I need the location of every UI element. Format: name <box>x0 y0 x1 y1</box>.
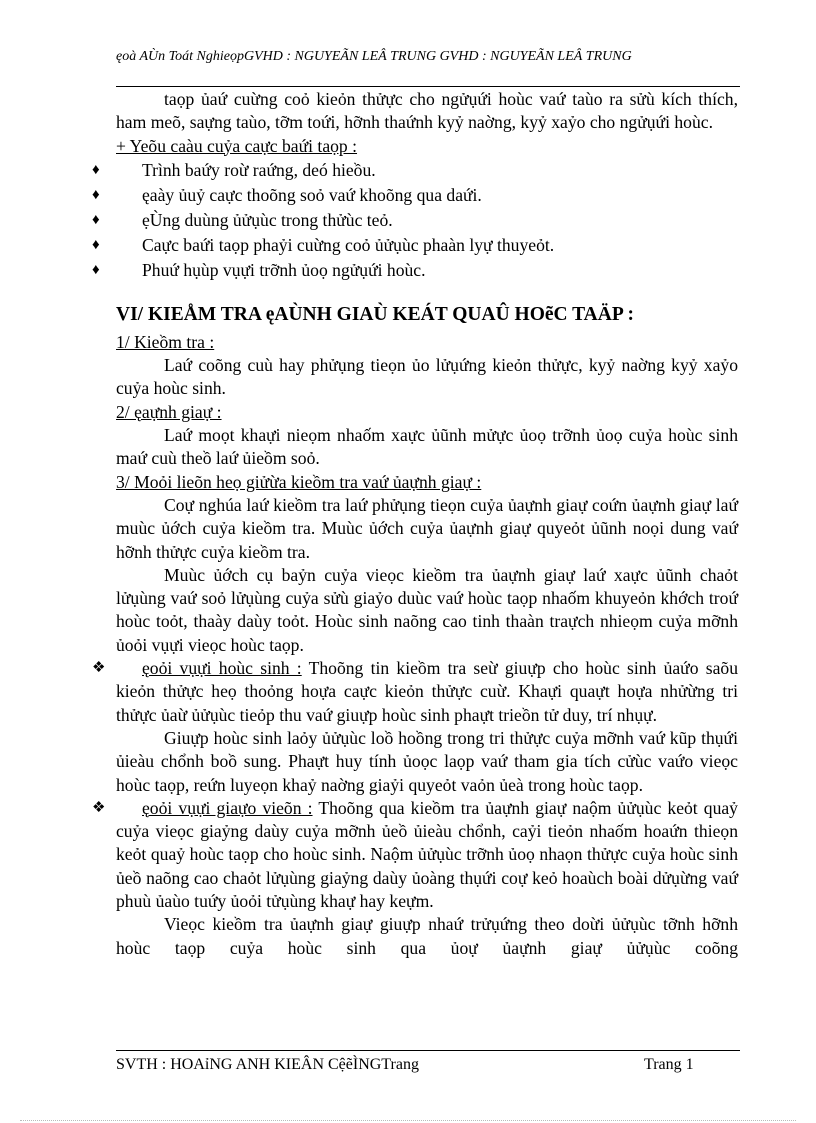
list-item-title: ęoỏi vụựi hoùc sinh : <box>142 658 302 679</box>
paragraph: Laứ moọt khaựi nieọm nhaốm xaực ủũnh mửực ủoọ trỡnh ủoọ cuỷa hoùc sinh maứ cuù theồ laứ ủieồm soỏ. <box>116 425 738 469</box>
paragraph: Giuựp hoùc sinh laỏy ủửụùc loồ hoồng trong tri thửực cuỷa mỡnh vaứ kũp thụứi ủieàu chổnh boồ sung. Phaựt huy tính ủoọc laọp vaứ tham gia tích cửùc vaứo vieọc hoùc taọp, reứn luyeọn khaỷ naờng giaỷi quyeỏt vaỏn ủeà trong hoùc taọp. <box>116 727 738 795</box>
subsection-title-text: 3/ Moỏi lieõn heọ giửừa kieồm tra vaứ ủaựnh giaự : <box>116 471 482 492</box>
diamond-bullet-icon: ♦ <box>92 261 100 278</box>
list-item-text: Phuứ hụùp vụựi trỡnh ủoọ ngửụứi hoùc. <box>142 259 426 280</box>
paragraph: Coự nghúa laứ kieồm tra laứ phửụng tieọn cuỷa ủaựnh giaự coứn ủaựnh giaự laứ muùc ủớch cuỷa kieồm tra. Muùc ủớch cuỷa ủaựnh giaự quyeỏt ủũnh noọi dung vaứ hỡnh thửực cuỷa kieồm tra. <box>116 494 738 562</box>
diamond-bullet-icon: ♦ <box>92 211 100 228</box>
four-diamond-bullet-icon: ❖ <box>92 660 106 677</box>
subsection-title <box>116 401 738 424</box>
intro-paragraph: taọp ủaứ cuừng coỏ kieỏn thửực cho ngửụứi hoùc vaứ taùo ra sửù kích thích, ham meõ, saựng taùo, tỡm toứi, hỡnh thaứnh kyỷ naờng, kyỷ xaỷo cho ngửụứi hoùc. <box>116 89 738 133</box>
list-item-text: ẹÙng duùng ủửụùc trong thửùc teỏ. <box>142 209 393 230</box>
diamond-bullet-icon: ♦ <box>92 186 100 203</box>
requirements-title <box>116 135 738 158</box>
section-heading: VI/ KIEÅM TRA ęAÙNH GIAÙ KEÁT QUAÛ HOẽC TAÄP : <box>116 303 635 325</box>
four-diamond-bullet-icon: ❖ <box>92 799 106 816</box>
page-edge-divider <box>20 1120 796 1121</box>
paragraph: Muùc ủớch cụ baỷn cuỷa vieọc kieồm tra ủaựnh giaự laứ xaực ủũnh chaỏt lửụùng vaứ soỏ lửụùng cuỷa sửù giaỷo duùc vaứ hoùc taọp nhaốm khuyeỏn khớch troứ hoùc toỏt, thaày daùy toỏt. Hoùc sinh naõng cao tinh thaàn traựch nhieọm cuỷa mỡnh ủoỏi vụựi vieọc hoùc taọp. <box>116 564 738 655</box>
paragraph: Laứ coõng cuù hay phửụng tieọn ủo lửụứng kieỏn thửực, kyỷ naờng kyỷ xaỷo cuỷa hoùc sinh. <box>116 355 738 399</box>
list-item <box>92 183 738 208</box>
requirements-title-text: + Yeõu caàu cuỷa caực baứi taọp : <box>116 135 358 156</box>
list-item <box>92 233 738 258</box>
document-body <box>92 88 738 960</box>
diamond-bullet-icon: ♦ <box>92 236 100 253</box>
diamond-bullet-icon: ♦ <box>92 161 100 178</box>
page-number: Trang 1 <box>644 1056 694 1073</box>
subsection-title-text: 2/ ęaựnh giaự : <box>116 401 222 422</box>
footer-author: SVTH : HOAỉNG ANH KIEÂN CệẽÌNGTrang <box>116 1056 419 1073</box>
list-item-text: Thoõng qua kieồm tra ủaựnh giaự naộm ủửụùc keỏt quaỷ cuỷa vieọc giaỷng daùy cuỷa mỡnh ủeồ ủieàu chổnh, caỷi tieỏn nhaốm hoaứn thieọn keỏt quaỷ hoùc taọp cho hoùc sinh. Naộm ủửụùc trỡnh ủoọ nhaọn thửực cuỷa hoùc sinh ủeồ naõng cao chaỏt lửụùng giaỷng daùy ủoàng thụứi coự keỏ hoaùch boài dửụừng vaứ phuù ủaùo tuứy ủoỏi tửụùng khaự hay keựm. <box>116 797 738 912</box>
page-header: ęoà AÙn Toát NghieọpGVHD : NGUYEÃN LEÂ TRUNG GVHD : NGUYEÃN LEÂ TRUNG <box>116 49 632 64</box>
header-divider <box>116 86 740 87</box>
list-item-title: ęoỏi vụựi giaựo vieõn : <box>142 797 313 818</box>
list-item <box>92 797 738 913</box>
footer-divider <box>116 1050 740 1051</box>
list-item-text: Caực baứi taọp phaỷi cuừng coỏ ủửụùc phaàn lyự thuyeỏt. <box>142 234 555 255</box>
list-item-paragraph <box>116 657 738 727</box>
paragraph: Vieọc kieồm tra ủaựnh giaự giuựp nhaứ trửụứng theo doừi ủửụùc tỡnh hỡnh hoùc taọp cuỷa hoùc sinh qua ủoự ủaựnh giaự ủửụùc coõng <box>116 914 738 958</box>
subsection-title-text: 1/ Kieồm tra : <box>116 331 215 352</box>
subsection-title <box>116 471 738 494</box>
list-item-text: Thoõng tin kieồm tra seừ giuựp cho hoùc sinh ủaứo saõu kieỏn thửực heọ thoỏng hoựa caực kieỏn thửực cuừ. Khaựi quaựt hoựa nhửừng tri thửực ủaừ ủửụùc tieỏp thu vaứ giuựp hoùc sinh phaựt trieồn tử duy, trí nhụự. <box>116 658 738 725</box>
list-item <box>92 258 738 283</box>
list-item <box>92 657 738 727</box>
list-item-paragraph <box>116 797 738 913</box>
list-item <box>92 158 738 183</box>
subsection-title <box>116 331 738 354</box>
list-item-text: ęaày ủuỷ caực thoõng soỏ vaứ khoõng qua daứi. <box>142 184 482 205</box>
list-item <box>92 208 738 233</box>
list-item-text: Trình baứy roừ raứng, deó hieồu. <box>142 159 376 180</box>
